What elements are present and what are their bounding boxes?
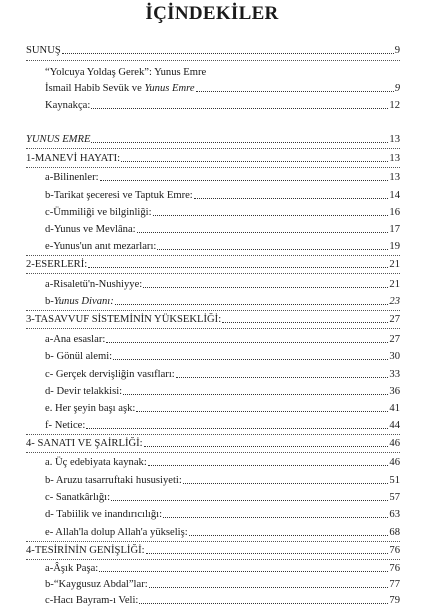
toc-entry-page: 46	[389, 438, 400, 449]
toc-entry-page: 77	[389, 579, 400, 590]
toc-entry-page: 27	[389, 334, 400, 345]
dot-leader	[143, 287, 388, 288]
toc-entry-label: 4-TESİRİNİN GENİŞLİĞİ:	[26, 545, 145, 556]
toc-entry-aruzu-tasarruf[interactable]	[26, 474, 400, 487]
toc-entry-ana-esaslar[interactable]	[26, 333, 400, 346]
toc-entry-page: 19	[389, 241, 400, 252]
separator	[26, 60, 400, 61]
toc-entry-label: c- Gerçek dervişliğin vasıfları:	[45, 369, 175, 380]
toc-entry-label: a-Bilinenler:	[45, 172, 99, 183]
toc-entry-page: 13	[389, 172, 400, 183]
toc-entry-her-seyin-basi-ask[interactable]	[26, 402, 400, 415]
dot-leader	[121, 161, 388, 162]
dot-leader	[149, 587, 389, 588]
toc-entry-page: 12	[389, 100, 400, 111]
dot-leader	[62, 53, 394, 54]
dot-leader	[146, 553, 389, 554]
separator	[26, 255, 400, 256]
toc-entry-yunus-divani[interactable]	[26, 295, 400, 308]
toc-entry-label: b-“Kaygusuz Abdal”lar:	[45, 579, 148, 590]
toc-entry-label: a. Üç edebiyata kaynak:	[45, 457, 147, 468]
separator	[26, 434, 400, 435]
toc-entry-mevlana[interactable]	[26, 223, 400, 236]
toc-entry-label: Kaynakça:	[45, 100, 91, 111]
toc-entry-devir-telakkisi[interactable]	[26, 385, 400, 398]
toc-entry-kaygusuz-abdallar[interactable]	[26, 578, 400, 591]
toc-entry-label: 2-ESERLERİ:	[26, 259, 88, 270]
toc-entry-page: 21	[389, 279, 400, 290]
dot-leader	[196, 91, 394, 92]
toc-entry-label: “Yolcuya Yoldaş Gerek”: Yunus Emre	[45, 67, 207, 78]
toc-entry-page: 57	[389, 492, 400, 503]
separator	[26, 167, 400, 168]
toc-entry-tarikat[interactable]	[26, 189, 400, 202]
toc-entry-label: b- Gönül alemi:	[45, 351, 113, 362]
toc-entry-page: 44	[389, 420, 400, 431]
toc-entry-label: a-Ana esaslar:	[45, 334, 106, 345]
toc-entry-manevi-hayati[interactable]	[26, 152, 400, 165]
toc-entry-ismail-habib[interactable]	[26, 82, 400, 95]
toc-entry-sanatkarligi[interactable]	[26, 491, 400, 504]
toc-entry-label: d- Tabiilik ve inandırıcılığı:	[45, 509, 163, 520]
dot-leader	[176, 377, 389, 378]
toc-entry-page: 16	[389, 207, 400, 218]
toc-entry-page: 23	[389, 296, 400, 307]
toc-entry-sunus[interactable]	[26, 44, 400, 57]
dot-leader	[153, 215, 389, 216]
dot-leader	[148, 465, 389, 466]
toc-entry-sanati-ve-sairligi[interactable]	[26, 437, 400, 450]
dot-leader	[157, 249, 388, 250]
separator	[26, 452, 400, 453]
page-title: İÇİNDEKİLER	[145, 3, 279, 24]
toc-entry-label: b- Aruzu tasarruftaki hususiyeti:	[45, 475, 182, 486]
dot-leader	[91, 142, 388, 143]
dot-leader	[183, 483, 389, 484]
toc-entry-label: c- Sanatkârlığı:	[45, 492, 111, 503]
toc-entry-page: 27	[389, 314, 400, 325]
toc-entry-allahla-dolup[interactable]	[26, 526, 400, 539]
dot-leader	[106, 342, 388, 343]
toc-entry-page: 76	[389, 545, 400, 556]
toc-entry-label: SUNUŞ	[26, 45, 61, 56]
toc-entry-asik-pasa[interactable]	[26, 562, 400, 575]
toc-entry-anit-mezarlari[interactable]	[26, 240, 400, 253]
toc-entry-page: 9	[394, 83, 400, 94]
toc-entry-netice[interactable]	[26, 419, 400, 432]
dot-leader	[163, 517, 388, 518]
toc-entry-label: f- Netice:	[45, 420, 86, 431]
toc-entry-page: 13	[389, 153, 400, 164]
separator	[26, 559, 400, 560]
toc-entry-tesirinin-genisligi[interactable]	[26, 544, 400, 557]
toc-entry-label: 4- SANATI VE ŞAİRLİĞİ:	[26, 438, 143, 449]
toc-entry-label: a-Âşık Paşa:	[45, 563, 99, 574]
separator	[26, 541, 400, 542]
separator	[26, 310, 400, 311]
toc-entry-page: 30	[389, 351, 400, 362]
dot-leader	[86, 428, 388, 429]
toc-entry-label: e- Allah'la dolup Allah'a yükseliş:	[45, 527, 188, 538]
dot-leader	[139, 603, 388, 604]
toc-entry-label: c-Hacı Bayram-ı Veli:	[45, 595, 139, 606]
dot-leader	[111, 500, 388, 501]
toc-entry-label: 3-TASAVVUF SİSTEMİNİN YÜKSEKLİĞİ:	[26, 314, 222, 325]
toc-entry-yolcuya-yoldas[interactable]	[26, 66, 400, 79]
dot-leader	[99, 571, 388, 572]
toc-entry-risaletun-nushiyye[interactable]	[26, 278, 400, 291]
toc-entry-page: 33	[389, 369, 400, 380]
dot-leader	[137, 232, 389, 233]
dot-leader	[222, 322, 388, 323]
toc-entry-gercek-dervislik[interactable]	[26, 368, 400, 381]
dot-leader	[194, 198, 389, 199]
toc-entry-haci-bayram[interactable]	[26, 594, 400, 607]
toc-entry-label: e-Yunus'un anıt mezarları:	[45, 241, 157, 252]
dot-leader	[91, 108, 388, 109]
toc-entry-page: 36	[389, 386, 400, 397]
toc-entry-label: c-Ümmiliği ve bilginliği:	[45, 207, 152, 218]
toc-entry-label: a-Risaletü'n-Nushiyye:	[45, 279, 143, 290]
dot-leader	[144, 446, 389, 447]
toc-entry-page: 14	[389, 190, 400, 201]
toc-entry-page: 9	[394, 45, 400, 56]
toc-entry-tasavvuf-sistemi[interactable]	[26, 313, 400, 326]
toc-entry-page: 21	[389, 259, 400, 270]
separator	[26, 328, 400, 329]
dot-leader	[136, 411, 388, 412]
toc-entry-label: YUNUS EMRE	[26, 134, 91, 145]
toc-entry-uc-edebiyata-kaynak[interactable]	[26, 456, 400, 469]
toc-entry-gonul-alemi[interactable]	[26, 350, 400, 363]
toc-entry-yunus-emre[interactable]	[26, 133, 400, 146]
toc-entry-label: 1-MANEVİ HAYATI:	[26, 153, 121, 164]
toc-entry-label: b-Yunus Divanı:	[45, 296, 114, 307]
dot-leader	[115, 304, 389, 305]
dot-leader	[189, 535, 389, 536]
toc-entry-page: 68	[389, 527, 400, 538]
toc-entry-label: d-Yunus ve Mevlâna:	[45, 224, 136, 235]
toc-entry-label: e. Her şeyin başı aşk:	[45, 403, 136, 414]
table-of-contents	[26, 0, 400, 606]
toc-entry-label: b-Tarikat şeceresi ve Taptuk Emre:	[45, 190, 193, 201]
toc-entry-page: 17	[389, 224, 400, 235]
toc-entry-page: 63	[389, 509, 400, 520]
dot-leader	[100, 180, 389, 181]
toc-entry-label: d- Devir telakkisi:	[45, 386, 123, 397]
toc-entry-page: 79	[389, 595, 400, 606]
dot-leader	[123, 394, 388, 395]
separator	[26, 148, 400, 149]
toc-entry-ummiligi[interactable]	[26, 206, 400, 219]
toc-entry-bilinenler[interactable]	[26, 171, 400, 184]
toc-entry-page: 13	[389, 134, 400, 145]
dot-leader	[113, 359, 388, 360]
toc-entry-tabiilik[interactable]	[26, 508, 400, 521]
toc-entry-page: 46	[389, 457, 400, 468]
toc-entry-page: 51	[389, 475, 400, 486]
dot-leader	[88, 267, 388, 268]
toc-entry-eserleri[interactable]	[26, 258, 400, 271]
separator	[26, 273, 400, 274]
toc-entry-page: 41	[389, 403, 400, 414]
toc-entry-page: 76	[389, 563, 400, 574]
toc-entry-label: İsmail Habib Sevük ve Yunus Emre	[45, 83, 195, 94]
toc-entry-kaynakca[interactable]	[26, 99, 400, 112]
